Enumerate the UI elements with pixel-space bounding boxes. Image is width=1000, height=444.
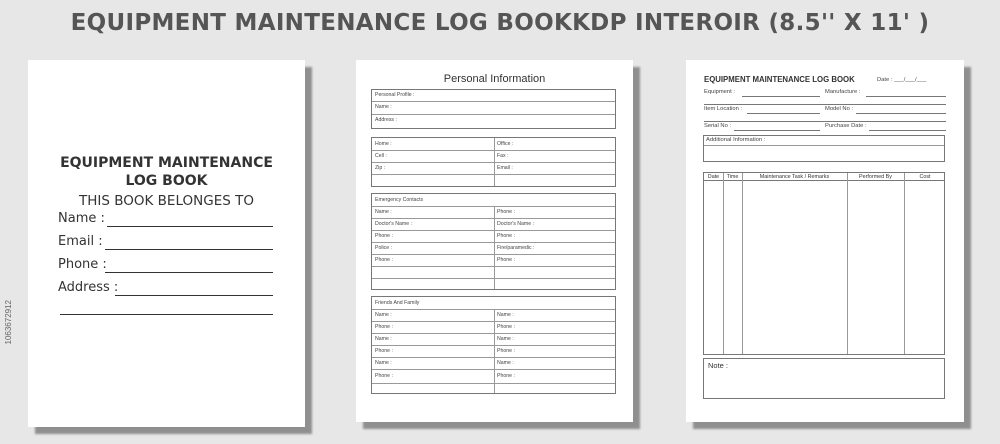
emergency-right-3: Fire/paramedic : xyxy=(497,245,535,251)
friends-box xyxy=(371,296,616,394)
cover-phone-label: Phone : xyxy=(58,257,107,272)
emergency-left-4: Phone : xyxy=(375,257,393,263)
friends-left-3: Phone : xyxy=(375,348,393,354)
friends-left-1: Phone : xyxy=(375,324,393,330)
cover-email-row xyxy=(58,232,273,250)
emergency-right-4: Phone : xyxy=(497,257,515,263)
contact-cell-label: Cell : xyxy=(375,153,387,159)
cover-title-line2: LOG BOOK xyxy=(125,173,208,189)
cover-name-label: Name : xyxy=(58,211,105,226)
serial-no-label: Serial No : xyxy=(704,123,732,129)
model-no-label: Model No : xyxy=(825,106,854,112)
col-performed-by: Performed By xyxy=(859,174,892,180)
friends-right-5: Phone : xyxy=(497,373,515,379)
log-page xyxy=(686,60,964,422)
emergency-right-2: Phone : xyxy=(497,233,515,239)
profile-address-label: Address : xyxy=(375,117,397,123)
equipment-label: Equipment : xyxy=(704,89,735,95)
friends-left-2: Name : xyxy=(375,336,392,342)
friends-right-4: Name : xyxy=(497,360,514,366)
friends-left-5: Phone : xyxy=(375,373,393,379)
additional-info-box xyxy=(703,135,945,162)
cover-address-line xyxy=(115,295,273,296)
contact-office-label: Office : xyxy=(497,141,514,147)
emergency-box xyxy=(371,193,616,290)
log-title: EQUIPMENT MAINTENANCE LOG BOOK xyxy=(704,75,855,84)
contact-fax-label: Fax : xyxy=(497,153,509,159)
log-table-header xyxy=(704,173,944,181)
manufacture-label: Manufacture : xyxy=(825,89,861,95)
friends-header: Friends And Family xyxy=(375,300,420,306)
profile-header: Personal Profile : xyxy=(375,92,415,98)
log-date-label: Date : ___/___/___ xyxy=(877,77,927,83)
page-headline: EQUIPMENT MAINTENANCE LOG BOOKKDP INTEROIR (8.5'' X 11' ) xyxy=(70,10,930,36)
note-label: Note : xyxy=(708,361,729,370)
friends-left-4: Name : xyxy=(375,360,392,366)
contact-email-label: Email : xyxy=(497,165,513,171)
emergency-left-3: Police : xyxy=(375,245,393,251)
cover-email-label: Email : xyxy=(58,234,103,249)
friends-right-2: Name : xyxy=(497,336,514,342)
contact-box xyxy=(371,137,616,187)
friends-right-3: Phone : xyxy=(497,348,515,354)
cover-phone-row xyxy=(58,255,273,273)
emergency-right-0: Phone : xyxy=(497,209,515,215)
emergency-left-1: Doctor's Name : xyxy=(375,221,413,227)
col-date: Date xyxy=(707,174,720,180)
cover-name-row xyxy=(58,209,273,227)
friends-right-0: Name : xyxy=(497,312,514,318)
additional-info-label: Additional Information : xyxy=(706,137,766,143)
emergency-header: Emergency Contacts xyxy=(375,197,424,203)
item-location-label: Item Location : xyxy=(704,106,743,112)
contact-home-label: Home : xyxy=(375,141,392,147)
emergency-left-2: Phone : xyxy=(375,233,393,239)
profile-box xyxy=(371,89,616,129)
personal-info-title: Personal Information xyxy=(443,73,546,85)
purchase-date-label: Purchase Date : xyxy=(825,123,867,129)
cover-email-line xyxy=(105,249,273,250)
note-box xyxy=(703,358,945,399)
friends-right-1: Phone : xyxy=(497,324,515,330)
cover-name-line xyxy=(107,226,273,227)
col-cost: Cost xyxy=(919,174,931,180)
cover-page xyxy=(28,60,305,427)
emergency-right-1: Doctor's Name : xyxy=(497,221,535,227)
contact-zip-label: Zip : xyxy=(375,165,386,171)
cover-title xyxy=(28,154,305,190)
profile-name-label: Name : xyxy=(375,104,392,110)
col-time: Time xyxy=(726,174,739,180)
emergency-left-0: Name : xyxy=(375,209,392,215)
cover-subtitle: THIS BOOK BELONGES TO xyxy=(79,193,254,209)
cover-address-line-2 xyxy=(60,314,273,315)
cover-address-row xyxy=(58,278,273,296)
personal-info-page xyxy=(356,60,633,422)
cover-address-row-2 xyxy=(58,297,273,315)
stock-id-watermark: 1063672912 xyxy=(4,300,13,345)
log-table xyxy=(703,172,945,355)
col-task: Maintenance Task / Remarks xyxy=(759,174,830,180)
cover-address-label: Address : xyxy=(58,280,119,295)
friends-left-0: Name : xyxy=(375,312,392,318)
cover-phone-line xyxy=(105,272,273,273)
cover-title-line1: EQUIPMENT MAINTENANCE xyxy=(60,155,273,171)
